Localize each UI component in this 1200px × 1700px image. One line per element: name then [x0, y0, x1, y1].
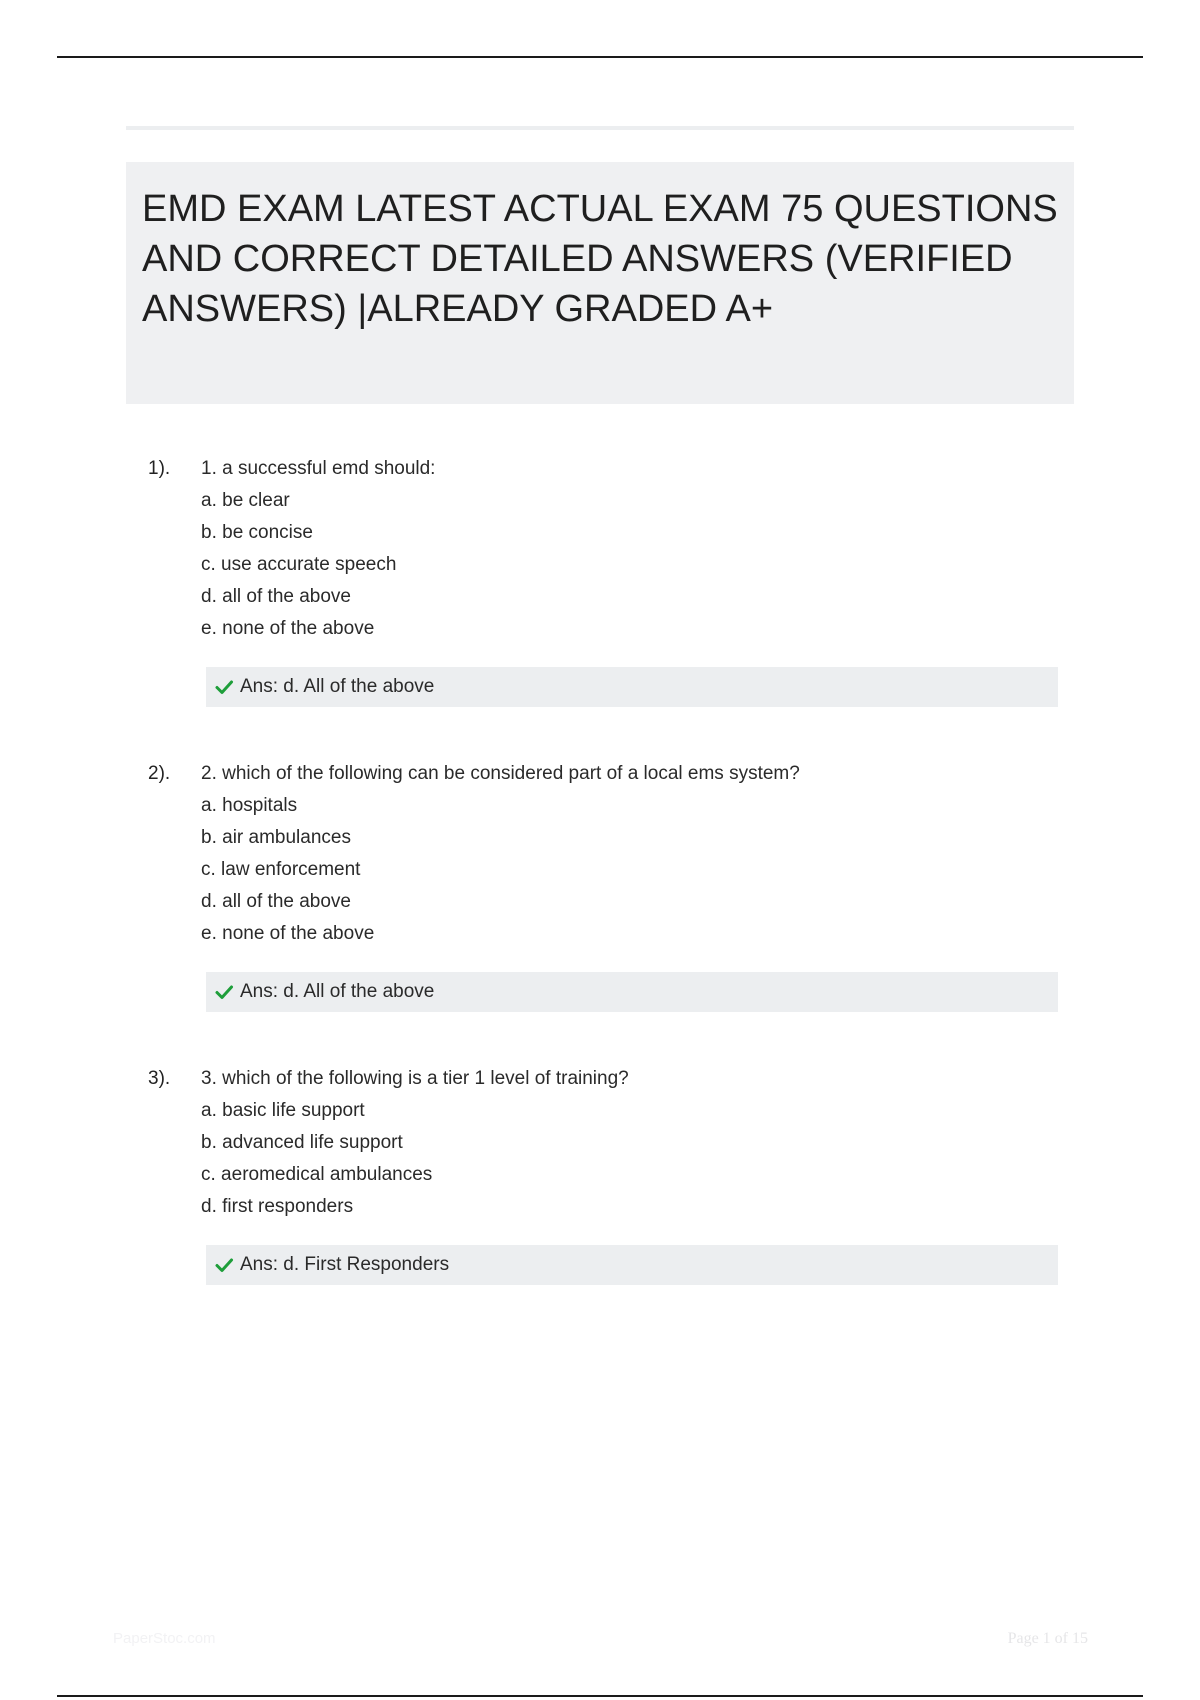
question-number: 1). — [148, 458, 171, 479]
answer-text: Ans: d. All of the above — [240, 981, 435, 1002]
option: d. first responders — [201, 1196, 354, 1217]
header-divider — [126, 126, 1074, 130]
question-body — [201, 758, 1061, 950]
option: d. all of the above — [201, 891, 351, 912]
question-prompt: 1. a successful emd should: — [201, 458, 436, 479]
option: b. be concise — [201, 522, 313, 543]
option: e. none of the above — [201, 618, 375, 639]
option: d. all of the above — [201, 586, 351, 607]
question-prompt: 3. which of the following is a tier 1 level of training? — [201, 1068, 629, 1089]
answer-text: Ans: d. First Responders — [240, 1254, 450, 1275]
answer-bar — [206, 1245, 1058, 1285]
question-number: 3). — [148, 1068, 171, 1089]
page-top-rule — [57, 56, 1143, 58]
document-title: EMD EXAM LATEST ACTUAL EXAM 75 QUESTIONS AND CORRECT DETAILED ANSWERS (VERIFIED ANSWERS) |ALREADY GRADED A+ — [142, 188, 1058, 330]
footer-watermark: PaperStoc.com — [113, 1630, 216, 1647]
check-icon — [214, 982, 234, 1002]
option: a. hospitals — [201, 795, 298, 816]
answer-bar — [206, 972, 1058, 1012]
option: c. law enforcement — [201, 859, 361, 880]
question-prompt: 2. which of the following can be considered part of a local ems system? — [201, 763, 800, 784]
page-number: Page 1 of 15 — [1007, 1630, 1088, 1647]
check-icon — [214, 677, 234, 697]
option: b. advanced life support — [201, 1132, 403, 1153]
title-banner — [126, 162, 1074, 404]
option: a. be clear — [201, 490, 290, 511]
answer-text: Ans: d. All of the above — [240, 676, 435, 697]
question-number: 2). — [148, 763, 171, 784]
question-body — [201, 1063, 1061, 1223]
option: e. none of the above — [201, 923, 375, 944]
option: b. air ambulances — [201, 827, 351, 848]
option: a. basic life support — [201, 1100, 365, 1121]
answer-bar — [206, 667, 1058, 707]
check-icon — [214, 1255, 234, 1275]
question-body — [201, 453, 1061, 645]
page-bottom-rule — [57, 1695, 1143, 1697]
option: c. use accurate speech — [201, 554, 397, 575]
option: c. aeromedical ambulances — [201, 1164, 433, 1185]
